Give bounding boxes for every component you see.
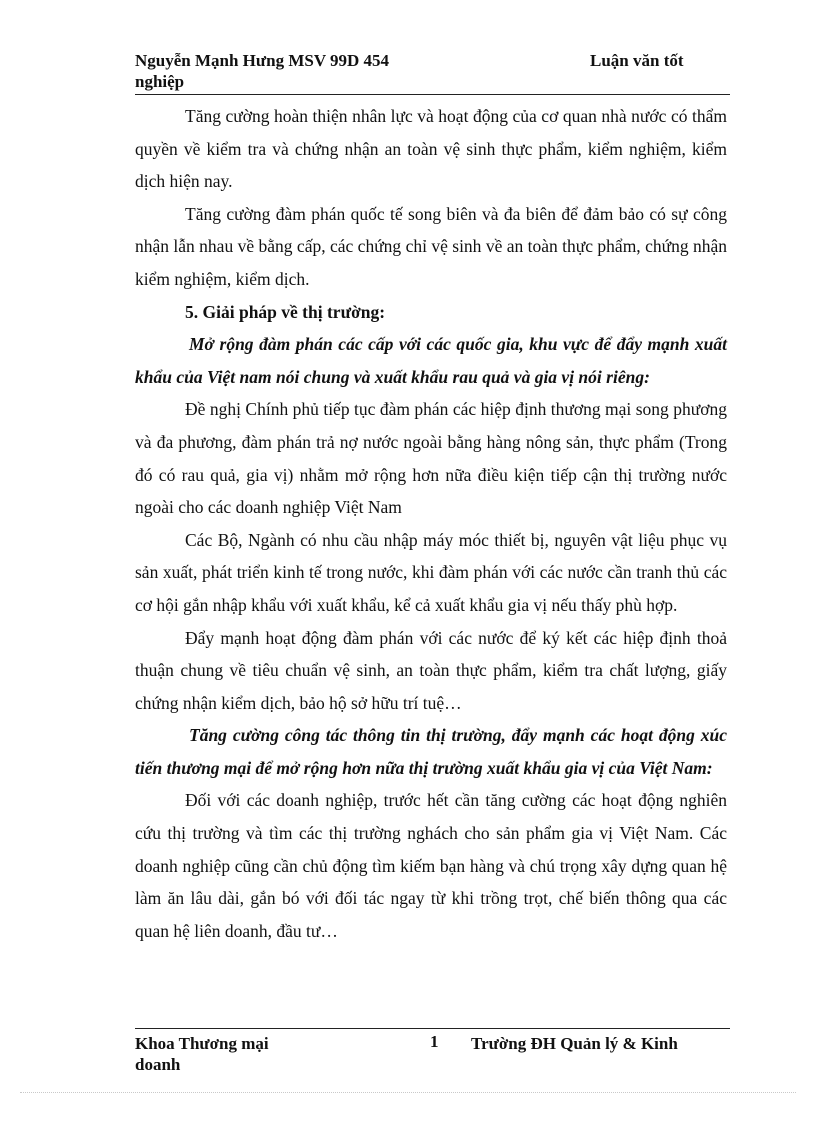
- paragraph: Đối với các doanh nghiệp, trước hết cần tăng cường các hoạt động nghiên cứu thị trường và tìm các thị trường nghách cho sản phẩm gia vị Việt Nam. Các doanh nghiệp cũng cần chủ động tìm kiếm bạn hàng và chú trọng xây dựng quan hệ làm ăn lâu dài, gắn bó với đối tác ngay từ khi trồng trọt, chế biến thông qua các quan hệ liên doanh, đầu tư…: [135, 790, 727, 941]
- paragraph: Tăng cường đàm phán quốc tế song biên và đa biên để đảm bảo có sự công nhận lẫn nhau về bằng cấp, các chứng chỉ vệ sinh về an toàn thực phẩm, chứng nhận kiểm nghiệm, kiểm dịch.: [135, 203, 727, 289]
- subheading-italic: Mở rộng đàm phán các cấp với các quốc gia, khu vực để đẩy mạnh xuất khẩu của Việt nam nói chung và xuất khẩu rau quả và gia vị nói riêng:: [135, 334, 727, 387]
- footer-rule: [135, 1028, 730, 1029]
- subheading-italic: Tăng cường công tác thông tin thị trường, đẩy mạnh các hoạt động xúc tiến thương mại để mở rộng hơn nữa thị trường xuất khẩu gia vị của Việt Nam:: [135, 725, 727, 778]
- paragraph: Các Bộ, Ngành có nhu cầu nhập máy móc thiết bị, nguyên vật liệu phục vụ sản xuất, phát triển kinh tế trong nước, khi đàm phán với các nước cần tranh thủ các cơ hội gắn nhập khẩu với xuất khẩu, kể cả xuất khẩu gia vị nếu thấy phù hợp.: [135, 529, 727, 615]
- footer-school: Trường ĐH Quản lý & Kinh: [471, 1034, 678, 1053]
- page-edge-divider: [20, 1092, 796, 1093]
- paragraph: Tăng cường hoàn thiện nhân lực và hoạt động của cơ quan nhà nước có thẩm quyền về kiểm tra và chứng nhận an toàn vệ sinh thực phẩm, kiểm nghiệm, kiểm dịch hiện nay.: [135, 106, 727, 192]
- paragraph: Đẩy mạnh hoạt động đàm phán với các nước để ký kết các hiệp định thoả thuận chung về tiêu chuẩn vệ sinh, an toàn thực phẩm, kiểm tra chất lượng, giấy chứng nhận kiểm dịch, bảo hộ sở hữu trí tuệ…: [135, 627, 727, 713]
- footer-department: Khoa Thương mại: [135, 1034, 269, 1053]
- document-body: [135, 100, 727, 947]
- header-rule: [135, 94, 730, 95]
- header-author: Nguyễn Mạnh Hưng MSV 99D 454: [135, 51, 390, 70]
- footer-department-wrap: doanh: [135, 1055, 181, 1074]
- page-number: 1: [430, 1032, 439, 1051]
- paragraph: Đề nghị Chính phủ tiếp tục đàm phán các hiệp định thương mại song phương và đa phương, đàm phán trả nợ nước ngoài bằng hàng nông sản, thực phẩm (Trong đó có rau quả, gia vị) nhằm mở rộng hơn nữa điều kiện tiếp cận thị trường nước ngoài cho các doanh nghiệp Việt Nam: [135, 399, 727, 518]
- section-heading: 5. Giải pháp về thị trường:: [185, 301, 386, 322]
- header-thesis-label-wrap: nghiệp: [135, 72, 185, 91]
- header-thesis-label: Luận văn tốt: [590, 51, 684, 70]
